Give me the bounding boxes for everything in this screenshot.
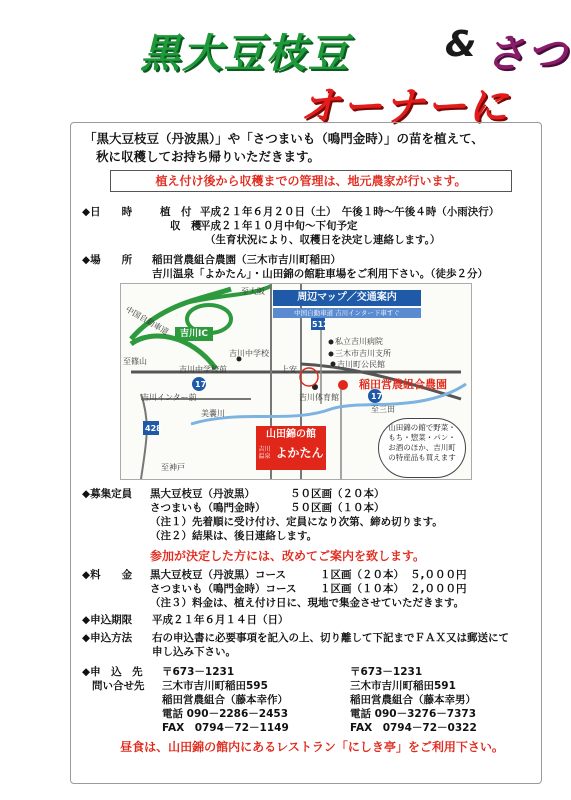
title-line2: オーナーに [300,84,510,130]
route-512: 512 [312,320,329,329]
contact-label1: ◆申 込 先 [82,666,143,678]
farm-label: 稲田営農組合農園 [359,378,447,391]
contact-left-phone: 電話 090－2286－2453 [162,708,289,720]
fee-row2-name: さつまいも（鳴門金時）コース [150,583,297,595]
planting-label: 植 付 [160,206,192,218]
map-label-tomin: 吉川体育館 [299,393,339,402]
map-label-sasayama: 至篠山 [123,357,147,366]
fee-row1-name: 黒大豆枝豆（丹波黒）コース [150,569,286,581]
contact-left-address: 三木市吉川町稲田595 [162,680,268,692]
map-subtitle: 中国自動車道 吉川インター下車すぐ [273,308,421,318]
map-label-chugoku: 中国自動車道 [124,304,171,337]
contact-right-address: 三木市吉川町稲田591 [350,680,456,692]
intro-text [84,130,534,166]
deadline-value: 平成２１年６月１４日（日） [152,614,289,626]
yokatan-label: よかたん [275,446,324,460]
contact-left-fax: FAX 0794－72－1149 [162,722,289,734]
map-label-yokawa-ic-mae: 吉川インター前 [141,393,197,402]
title-ampersand: & [445,24,477,65]
yamada-title: 山田錦の館 [266,429,316,440]
fee-row2-unit: １区画（１０本） [320,583,404,595]
fee-label: ◆料 金 [82,569,133,581]
contact-right-phone: 電話 090－3276－7373 [350,708,477,720]
ic-label: 吉川IC [175,327,213,341]
contact-left-postal: 〒673－1231 [162,666,235,678]
map-label-branch: 三木市吉川支所 [335,349,391,358]
recruit-label: ◆募集定員 [82,488,133,500]
deadline-label: ◆申込期限 [82,614,133,626]
contact-right-postal: 〒673－1231 [350,666,423,678]
yamada-small: 吉川 温泉 [258,445,271,460]
place-label: ◆場 所 [82,254,133,266]
place-line2: 吉川温泉「よかたん」・山田錦の館駐車場をご利用下さい。（徒歩２分） [152,268,488,280]
place-line1: 稲田営農組合農園（三木市吉川町稲田） [152,254,341,266]
route-17a: 17 [195,380,207,389]
map-label-yokawa-jhs: 吉川中学校前 [179,365,227,374]
harvest-note: （生育状況により、収穫日を決定し連絡します。） [205,234,441,246]
yamada-nishiki-box [256,426,326,470]
map-label-ueyasu: 上安 [281,365,297,374]
management-notice: 植え付け後から収穫までの管理は、地元農家が行います。 [110,170,512,192]
title-line1: 黒大豆枝豆 [140,31,350,77]
harvest-label: 収 穫 [170,220,202,232]
recruit-row1-count: ５０区画（２０本） [290,488,385,500]
recruit-note1: （注１）先着順に受け付け、定員になり次第、締め切ります。 [150,516,443,528]
fee-row2-price: ２,０００円 [410,583,467,595]
map-label-kominkan: 吉川町公民館 [337,360,385,369]
recruit-row2-name: さつまいも（鳴門金時） [150,502,266,514]
contact-right-fax: FAX 0794－72－0322 [350,722,477,734]
contact-label2: 問い合せ先 [92,680,145,692]
contact-right-org: 稲田営農組合（藤本幸男） [350,694,476,706]
fee-row1-price: ５,０００円 [410,569,467,581]
map-title: 周辺マップ／交通案内 [273,290,421,306]
map-label-hospital: 私立吉川病院 [335,337,383,346]
method-line1: 右の申込書に必要事項を記入の上、切り離して下記までＦＡＸ又は郵送にて [152,632,509,644]
route-428: 428 [145,424,162,433]
recruit-note2: （注２）結果は、後日連絡します。 [150,530,318,542]
planting-date: 平成２１年６月２０日（土） 午後１時～午後４時（小雨決行） [200,206,500,218]
harvest-date: 平成２１年１０月中旬～下旬予定 [200,220,358,232]
lunch-notice: 昼食は、山田錦の館内にあるレストラン「にしき亭」をご利用下さい。 [120,740,504,754]
fee-note3: （注３）料金は、植え付け日に、現地で集金させていただきます。 [150,597,465,609]
map-label-bibigawa: 美嚢川 [201,409,225,418]
map-label-yokawa-jhs2: 吉川中学校 [229,349,269,358]
fee-row1-unit: １区画（２０本） [320,569,404,581]
map-label-osaka: 至大阪 [241,287,265,296]
intro-line2: 秋に収穫してお持ち帰りいただきます。 [96,149,321,164]
method-label: ◆申込方法 [82,632,133,644]
route-17b: 17 [371,392,383,401]
confirmation-notice: 参加が決定した方には、改めてご案内を致します。 [150,549,426,563]
method-line2: 申し込み下さい。 [152,646,236,658]
recruit-row1-name: 黒大豆枝豆（丹波黒） [150,488,255,500]
schedule-label: ◆日 時 [82,206,133,218]
recruit-row2-count: ５０区画（１０本） [290,502,385,514]
map-label-miki: 至三田 [371,405,395,414]
title-line1-continued: さつ [485,31,569,77]
shop-bubble: 山田錦の館で野菜・ もち・惣菜・パン・ お酒のほか、吉川町 の特産品も買えます [378,418,466,478]
contact-left-org: 稲田営農組合（藤本幸作） [162,694,288,706]
access-map [120,283,472,480]
intro-line1: 「黒大豆枝豆（丹波黒）」や「さつまいも（鳴門金時）」の苗を植えて、 [84,131,484,146]
map-label-kobe: 至神戸 [161,463,185,472]
